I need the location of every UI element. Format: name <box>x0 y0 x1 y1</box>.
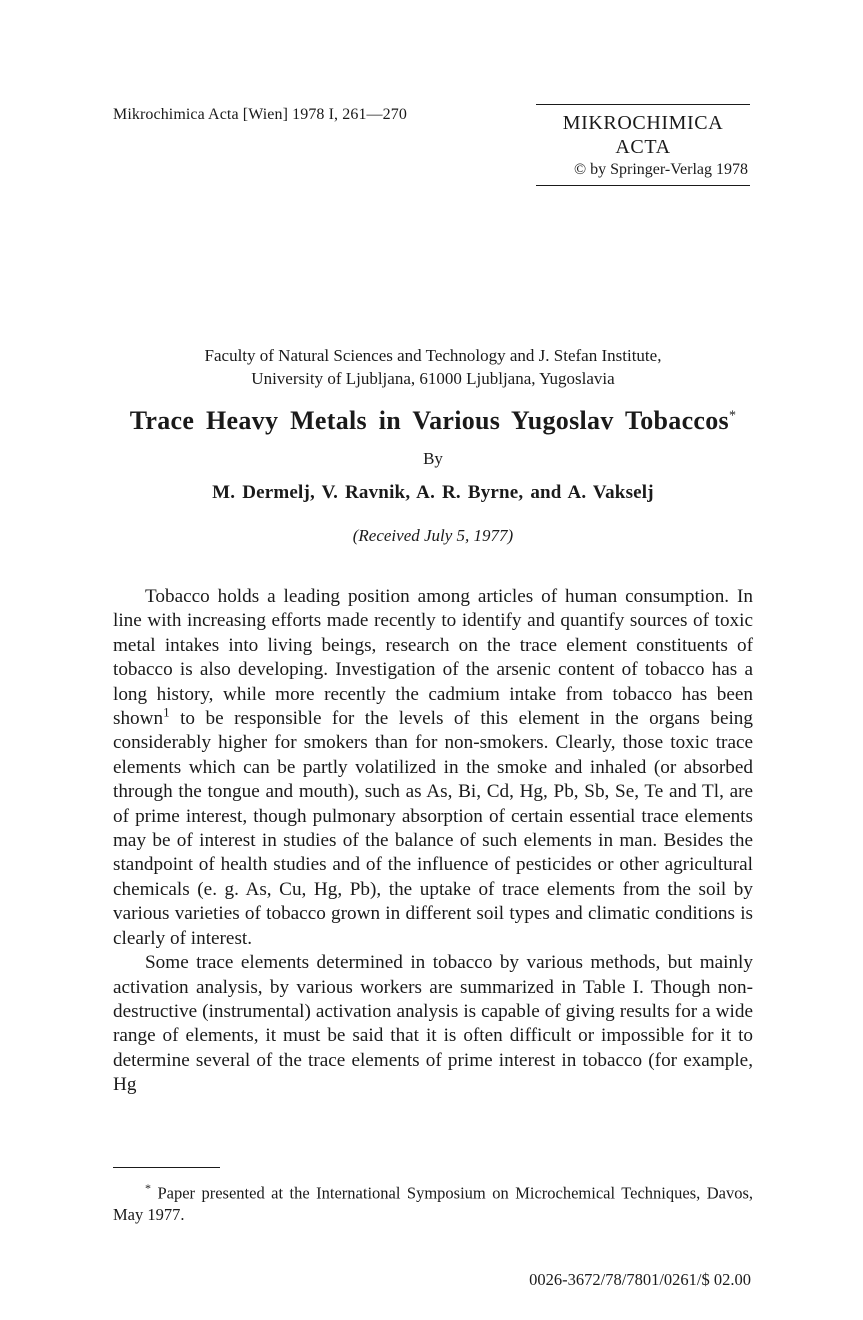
by-line: By <box>423 449 443 468</box>
journal-citation: Mikrochimica Acta [Wien] 1978 I, 261—270 <box>113 106 407 123</box>
paragraph-2: Some trace elements determined in tobacco by various methods, but mainly activation analysis, by various workers are summarized in Table I. Though non-destructive (instrumental) activation analysis is capable of giving results for a wide range of elements, it must be said that it is often difficult or impossible for it to determine several of the trace elements of prime interest in tobacco (for example, Hg <box>113 952 753 1096</box>
reference-marker: 1 <box>163 704 170 720</box>
paragraph-1-part-a: Tobacco holds a leading position among articles of human consumption. In line with increasing efforts made recently to identify and quantify sources of toxic metal intakes into living beings, research on the trace element constituents of tobacco is also developing. Investigation of the arsenic content of tobacco has a long history, while more recently the cadmium intake from tobacco has been shown <box>113 586 753 730</box>
masthead-top-rule <box>536 104 750 105</box>
body-text <box>113 585 753 1098</box>
paragraph-1-part-b: to be responsible for the levels of this element in the organs being considerably higher for smokers than for non-smokers. Clearly, those toxic trace elements which can be partly volatilized in the smoke and inhaled (or absorbed through the tongue and mouth), such as As, Bi, Cd, Hg, Pb, Sb, Se, Te and Tl, are of prime interest, though pulmonary absorption of certain essential trace elements may be of interest in studies of the balance of such elements in man. Besides the standpoint of health studies and of the influence of pesticides or other agricultural chemicals (e. g. As, Cu, Hg, Pb), the uptake of trace elements from the soil by various varieties of tobacco grown in different soil types and climatic conditions is clearly of interest. <box>113 708 753 949</box>
authors: M. Dermelj, V. Ravnik, A. R. Byrne, and A. Vakselj <box>212 482 654 503</box>
affiliation <box>113 344 753 390</box>
copyright-notice: © by Springer-Verlag 1978 <box>573 161 748 178</box>
article-code: 0026-3672/78/7801/0261/$ 02.00 <box>529 1270 751 1289</box>
title-footnote-marker: * <box>728 408 737 424</box>
received-date: (Received July 5, 1977) <box>352 526 514 545</box>
affiliation-line1: Faculty of Natural Sciences and Technology and J. Stefan Institute, <box>204 346 662 365</box>
footnote <box>113 1178 753 1225</box>
masthead-bottom-rule <box>536 185 750 186</box>
footnote-rule <box>113 1167 220 1168</box>
journal-masthead <box>536 104 750 186</box>
paragraph-1 <box>113 585 753 951</box>
footnote-marker: * <box>145 1181 151 1195</box>
paper-title-text: Trace Heavy Metals in Various Yugoslav Tobaccos <box>129 406 729 435</box>
journal-name-line2: ACTA <box>615 136 671 158</box>
journal-name-line1: MIKROCHIMICA <box>562 112 724 134</box>
affiliation-line2: University of Ljubljana, 61000 Ljubljana, Yugoslavia <box>251 369 615 388</box>
footnote-text: Paper presented at the International Symposium on Microchemical Techniques, Davos, May 1977. <box>113 1183 753 1224</box>
paper-title <box>113 406 753 436</box>
